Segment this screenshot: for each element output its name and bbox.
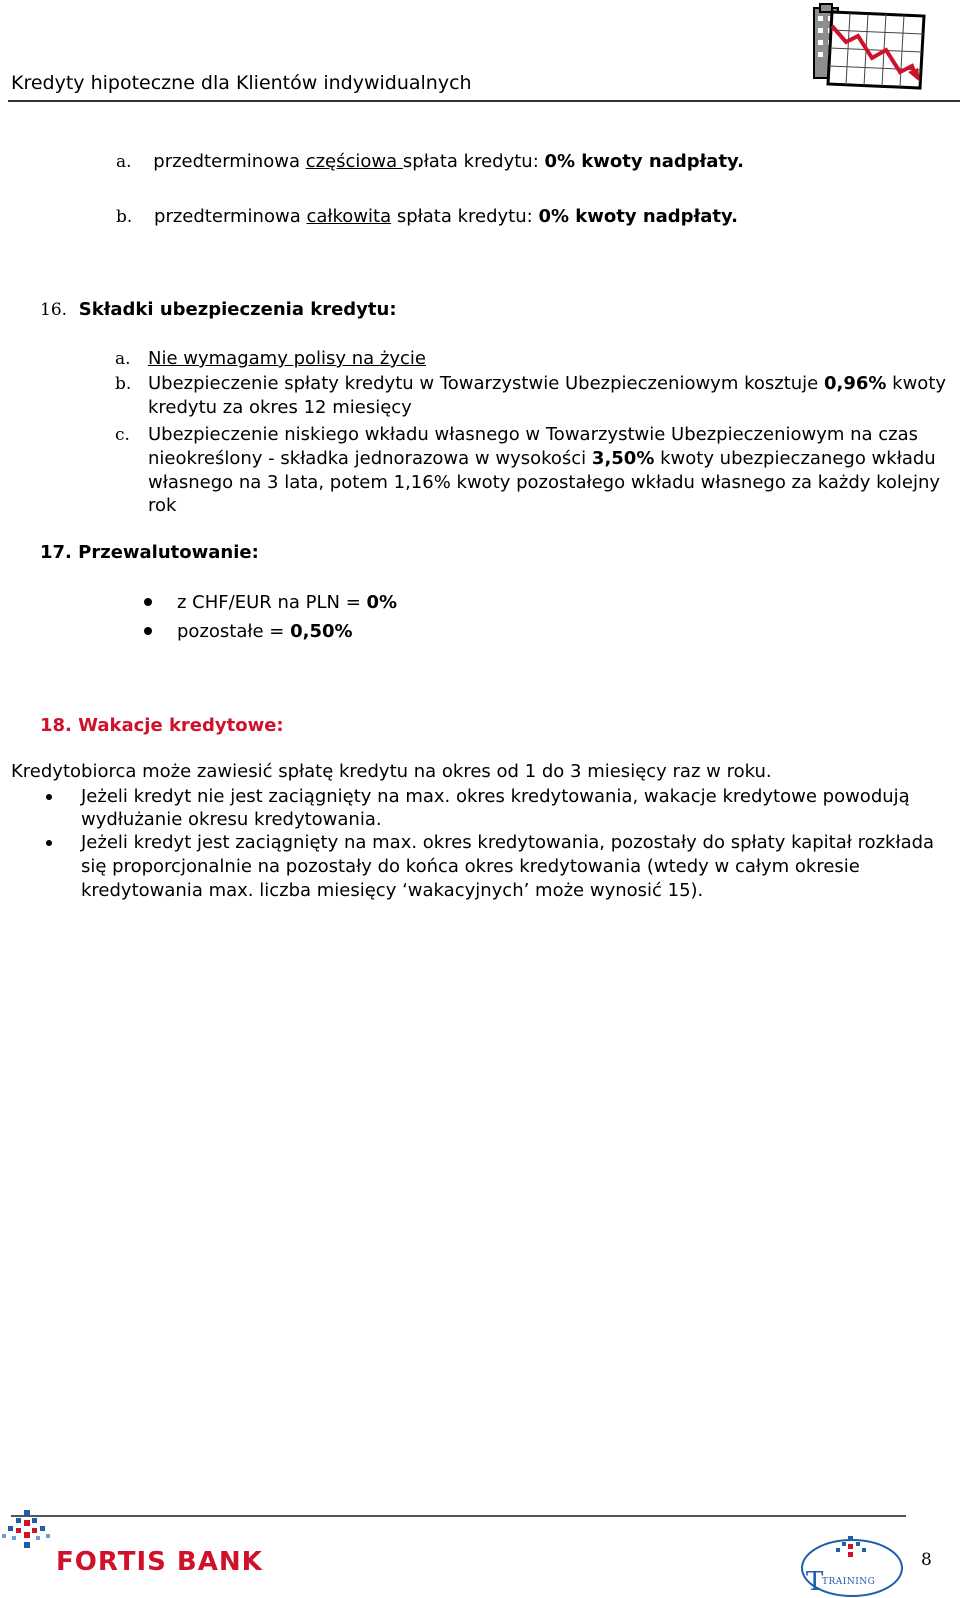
insurance-item-a <box>115 347 131 371</box>
prepayment-item-b: b. przedterminowa całkowita spłata kredytu: 0% kwoty nadpłaty. <box>116 206 738 227</box>
list-marker: a. <box>115 349 131 369</box>
credit-holiday-bullet-1-line2: wydłużanie okresu kredytowania. <box>81 809 382 830</box>
section-17-heading: 17. Przewalutowanie: <box>40 542 259 563</box>
insurance-item-a-text: Nie wymagamy polisy na życie <box>148 348 426 369</box>
bullet-icon <box>144 627 152 635</box>
credit-holiday-bullet-2-line3: kredytowania max. liczba miesięcy ‘wakacyjnych’ może wynosić 15). <box>81 880 704 901</box>
credit-holiday-bullet-2-line2: się proporcjonalnie na pozostały do końca okres kredytowania (wtedy w całym okresie <box>81 856 860 877</box>
conversion-item-1: z CHF/EUR na PLN = 0% <box>177 592 398 613</box>
prepayment-item-a: a. przedterminowa częściowa spłata kredytu: 0% kwoty nadpłaty. <box>116 151 744 172</box>
insurance-item-b <box>115 372 131 396</box>
insurance-item-c-line3: własnego na 3 lata, potem 1,16% kwoty pozostałego wkładu własnego za każdy kolejny <box>148 472 941 493</box>
section-title: Składki ubezpieczenia kredytu: <box>78 299 397 320</box>
list-marker: a. <box>116 152 132 172</box>
conversion-item-2: pozostałe = 0,50% <box>177 621 353 642</box>
credit-holiday-bullet-1-line1: Jeżeli kredyt nie jest zaciągnięty na max. okres kredytowania, wakacje kredytowe powodują <box>81 786 910 807</box>
section-16-heading <box>40 298 397 322</box>
fortis-logo-icon <box>2 1508 54 1552</box>
training-logo-icon <box>800 1528 910 1598</box>
section-number: 16. <box>40 300 68 320</box>
credit-holiday-intro: Kredytobiorca może zawiesić spłatę kredytu na okres od 1 do 3 miesięcy raz w roku. <box>11 761 772 782</box>
bullet-icon <box>144 598 152 606</box>
insurance-item-c <box>115 423 130 447</box>
list-marker: b. <box>116 207 133 227</box>
page-number: 8 <box>921 1550 932 1570</box>
document-header-title: Kredyty hipoteczne dla Klientów indywidualnych <box>11 72 472 94</box>
insurance-item-b-line1: Ubezpieczenie spłaty kredytu w Towarzystwie Ubezpieczeniowym kosztuje 0,96% kwoty <box>148 373 947 394</box>
insurance-item-c-line1: Ubezpieczenie niskiego wkładu własnego w Towarzystwie Ubezpieczeniowym na czas <box>148 424 919 445</box>
section-18-heading: 18. Wakacje kredytowe: <box>40 715 284 736</box>
insurance-item-c-line4: rok <box>148 495 177 516</box>
insurance-item-b-line2: kredytu za okres 12 miesięcy <box>148 397 412 418</box>
bullet-icon <box>46 840 52 846</box>
footer-divider <box>11 1515 906 1517</box>
list-marker: c. <box>115 425 130 445</box>
list-marker: b. <box>115 374 132 394</box>
fortis-bank-name: FORTIS BANK <box>56 1547 263 1577</box>
credit-holiday-bullet-2-line1: Jeżeli kredyt jest zaciągnięty na max. okres kredytowania, pozostały do spłaty kapitał rozkłada <box>81 832 935 853</box>
building-chart-logo-icon <box>812 2 930 92</box>
insurance-item-c-line2: nieokreślony - składka jednorazowa w wysokości 3,50% kwoty ubezpieczanego wkładu <box>148 448 936 469</box>
bullet-icon <box>46 794 52 800</box>
training-logo-text: TRAINING <box>822 1577 876 1587</box>
svg-text:T: T <box>806 1567 824 1597</box>
header-divider <box>8 100 960 102</box>
